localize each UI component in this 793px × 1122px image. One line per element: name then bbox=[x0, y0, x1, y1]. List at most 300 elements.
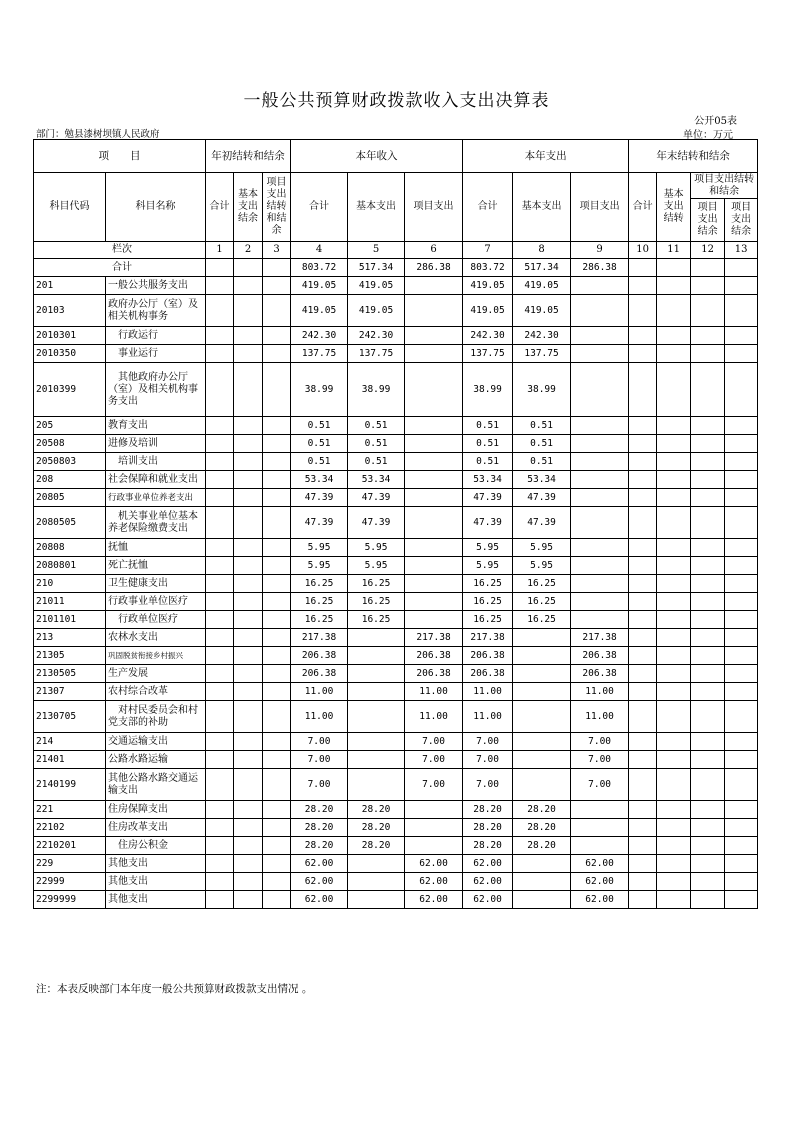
row-expense-basic: 419.05 bbox=[513, 277, 571, 295]
table-row bbox=[34, 363, 758, 417]
empty-cell bbox=[234, 819, 263, 837]
header-income-project: 项目支出 bbox=[405, 173, 463, 242]
empty-cell bbox=[206, 733, 234, 751]
row-expense-basic bbox=[513, 665, 571, 683]
index-cell: 7 bbox=[463, 242, 513, 259]
row-expense-basic bbox=[513, 629, 571, 647]
empty-cell bbox=[206, 701, 234, 733]
table-row bbox=[34, 629, 758, 647]
row-name: 农村综合改革 bbox=[106, 683, 206, 701]
row-expense-project bbox=[571, 837, 629, 855]
row-expense-total: 28.20 bbox=[463, 801, 513, 819]
empty-cell bbox=[234, 453, 263, 471]
row-expense-basic: 0.51 bbox=[513, 453, 571, 471]
row-income-total: 62.00 bbox=[291, 873, 348, 891]
empty-cell bbox=[725, 295, 758, 327]
row-code: 20508 bbox=[34, 435, 106, 453]
empty-cell bbox=[691, 363, 725, 417]
row-expense-project bbox=[571, 471, 629, 489]
budget-table bbox=[33, 139, 758, 909]
row-name: 其他支出 bbox=[106, 891, 206, 909]
row-income-project bbox=[405, 417, 463, 435]
empty-cell bbox=[234, 327, 263, 345]
row-code: 2140199 bbox=[34, 769, 106, 801]
empty-cell bbox=[234, 539, 263, 557]
row-income-total: 0.51 bbox=[291, 417, 348, 435]
row-income-project bbox=[405, 801, 463, 819]
table-row bbox=[34, 665, 758, 683]
row-name: 住房公积金 bbox=[106, 837, 206, 855]
empty-cell bbox=[234, 751, 263, 769]
table-row bbox=[34, 701, 758, 733]
row-expense-project bbox=[571, 363, 629, 417]
row-expense-project: 7.00 bbox=[571, 733, 629, 751]
row-expense-basic: 53.34 bbox=[513, 471, 571, 489]
empty-cell bbox=[725, 557, 758, 575]
row-name: 进修及培训 bbox=[106, 435, 206, 453]
row-expense-project bbox=[571, 489, 629, 507]
row-expense-project bbox=[571, 277, 629, 295]
row-name: 行政单位医疗 bbox=[106, 611, 206, 629]
row-expense-basic bbox=[513, 733, 571, 751]
empty-cell bbox=[206, 593, 234, 611]
row-expense-project: 11.00 bbox=[571, 701, 629, 733]
empty-cell bbox=[725, 891, 758, 909]
empty-cell bbox=[657, 855, 691, 873]
empty-cell bbox=[263, 539, 291, 557]
row-income-project bbox=[405, 575, 463, 593]
row-income-total: 53.34 bbox=[291, 471, 348, 489]
row-income-total: 62.00 bbox=[291, 855, 348, 873]
row-expense-project bbox=[571, 435, 629, 453]
empty-cell bbox=[657, 611, 691, 629]
empty-cell bbox=[657, 471, 691, 489]
row-code: 2080505 bbox=[34, 507, 106, 539]
empty-cell bbox=[263, 629, 291, 647]
row-expense-project bbox=[571, 557, 629, 575]
total-income-basic: 517.34 bbox=[348, 259, 405, 277]
row-income-total: 16.25 bbox=[291, 593, 348, 611]
empty-cell bbox=[629, 363, 657, 417]
table-row bbox=[34, 435, 758, 453]
row-code: 22102 bbox=[34, 819, 106, 837]
department-label: 部门：勉县漆树坝镇人民政府 bbox=[36, 129, 160, 140]
row-income-basic: 28.20 bbox=[348, 837, 405, 855]
row-income-basic bbox=[348, 769, 405, 801]
row-expense-total: 206.38 bbox=[463, 647, 513, 665]
empty-cell bbox=[657, 819, 691, 837]
empty-cell bbox=[691, 295, 725, 327]
empty-cell bbox=[725, 471, 758, 489]
row-expense-project: 206.38 bbox=[571, 647, 629, 665]
row-name: 住房保障支出 bbox=[106, 801, 206, 819]
row-expense-total: 0.51 bbox=[463, 435, 513, 453]
empty-cell bbox=[234, 557, 263, 575]
empty-cell bbox=[234, 683, 263, 701]
empty-cell bbox=[206, 769, 234, 801]
empty-cell bbox=[206, 801, 234, 819]
empty-cell bbox=[657, 873, 691, 891]
footnote: 注：本表反映部门本年度一般公共预算财政拨款支出情况 。 bbox=[36, 983, 313, 995]
empty-cell bbox=[691, 665, 725, 683]
empty-cell bbox=[629, 701, 657, 733]
row-name: 其他公路水路交通运输支出 bbox=[106, 769, 206, 801]
row-income-basic: 5.95 bbox=[348, 557, 405, 575]
row-expense-basic bbox=[513, 701, 571, 733]
empty-cell bbox=[629, 629, 657, 647]
row-expense-total: 62.00 bbox=[463, 891, 513, 909]
row-income-total: 137.75 bbox=[291, 345, 348, 363]
row-expense-basic bbox=[513, 683, 571, 701]
table-row bbox=[34, 575, 758, 593]
empty-cell bbox=[206, 751, 234, 769]
row-income-basic bbox=[348, 701, 405, 733]
empty-cell bbox=[691, 539, 725, 557]
row-expense-basic: 28.20 bbox=[513, 819, 571, 837]
empty-cell bbox=[206, 277, 234, 295]
row-name: 卫生健康支出 bbox=[106, 575, 206, 593]
row-income-basic: 16.25 bbox=[348, 575, 405, 593]
header-end-project-balance: 项目支出结余 bbox=[691, 199, 725, 242]
empty-cell bbox=[629, 435, 657, 453]
empty-cell bbox=[725, 453, 758, 471]
empty-cell bbox=[691, 769, 725, 801]
empty-cell bbox=[725, 751, 758, 769]
empty-cell bbox=[725, 647, 758, 665]
row-code: 213 bbox=[34, 629, 106, 647]
empty-cell bbox=[234, 507, 263, 539]
table-row bbox=[34, 471, 758, 489]
empty-cell bbox=[263, 453, 291, 471]
row-name: 事业运行 bbox=[106, 345, 206, 363]
index-cell: 5 bbox=[348, 242, 405, 259]
empty-cell bbox=[206, 891, 234, 909]
empty-cell bbox=[263, 769, 291, 801]
empty-cell bbox=[725, 819, 758, 837]
empty-cell bbox=[725, 769, 758, 801]
empty-cell bbox=[629, 647, 657, 665]
header-begin-basic: 基本支出结余 bbox=[234, 173, 263, 242]
empty-cell bbox=[263, 277, 291, 295]
row-expense-total: 62.00 bbox=[463, 873, 513, 891]
row-expense-basic: 137.75 bbox=[513, 345, 571, 363]
table-row bbox=[34, 733, 758, 751]
row-expense-total: 16.25 bbox=[463, 611, 513, 629]
empty-cell bbox=[691, 507, 725, 539]
row-code: 20805 bbox=[34, 489, 106, 507]
row-expense-total: 137.75 bbox=[463, 345, 513, 363]
row-expense-project bbox=[571, 539, 629, 557]
table-row bbox=[34, 295, 758, 327]
empty-cell bbox=[234, 489, 263, 507]
table-row bbox=[34, 507, 758, 539]
total-expense-basic: 517.34 bbox=[513, 259, 571, 277]
empty-cell bbox=[725, 575, 758, 593]
row-income-basic: 28.20 bbox=[348, 801, 405, 819]
table-row bbox=[34, 453, 758, 471]
row-expense-project bbox=[571, 295, 629, 327]
empty-cell bbox=[629, 277, 657, 295]
empty-cell bbox=[629, 891, 657, 909]
row-income-total: 217.38 bbox=[291, 629, 348, 647]
row-name: 行政事业单位养老支出 bbox=[106, 489, 206, 507]
row-name: 巩固脱贫衔接乡村振兴 bbox=[106, 647, 206, 665]
empty-cell bbox=[629, 683, 657, 701]
row-expense-total: 47.39 bbox=[463, 507, 513, 539]
empty-cell bbox=[691, 683, 725, 701]
empty-cell bbox=[263, 593, 291, 611]
row-name: 政府办公厅（室）及相关机构事务 bbox=[106, 295, 206, 327]
table-row bbox=[34, 873, 758, 891]
row-name: 机关事业单位基本养老保险缴费支出 bbox=[106, 507, 206, 539]
index-cell: 12 bbox=[691, 242, 725, 259]
row-income-project bbox=[405, 453, 463, 471]
header-income-total: 合计 bbox=[291, 173, 348, 242]
table-row bbox=[34, 489, 758, 507]
empty-cell bbox=[657, 327, 691, 345]
empty-cell bbox=[691, 417, 725, 435]
empty-cell bbox=[657, 453, 691, 471]
empty-cell bbox=[691, 891, 725, 909]
row-income-total: 0.51 bbox=[291, 435, 348, 453]
row-income-total: 7.00 bbox=[291, 733, 348, 751]
empty-cell bbox=[263, 665, 291, 683]
row-code: 20808 bbox=[34, 539, 106, 557]
row-expense-project: 62.00 bbox=[571, 855, 629, 873]
empty-cell bbox=[234, 733, 263, 751]
empty-cell bbox=[691, 751, 725, 769]
empty-cell bbox=[725, 539, 758, 557]
row-code: 21011 bbox=[34, 593, 106, 611]
row-expense-basic: 47.39 bbox=[513, 489, 571, 507]
row-code: 21305 bbox=[34, 647, 106, 665]
empty-cell bbox=[234, 769, 263, 801]
header-end-total: 合计 bbox=[629, 173, 657, 242]
header-begin-project: 项目支出结转和结余 bbox=[263, 173, 291, 242]
row-expense-total: 419.05 bbox=[463, 295, 513, 327]
empty-cell bbox=[206, 345, 234, 363]
row-income-project bbox=[405, 435, 463, 453]
table-row bbox=[34, 837, 758, 855]
empty-cell bbox=[629, 769, 657, 801]
row-expense-total: 7.00 bbox=[463, 751, 513, 769]
empty-cell bbox=[629, 801, 657, 819]
row-income-basic: 0.51 bbox=[348, 417, 405, 435]
row-expense-total: 38.99 bbox=[463, 363, 513, 417]
empty-cell bbox=[725, 665, 758, 683]
header-expense-project: 项目支出 bbox=[571, 173, 629, 242]
row-income-project: 7.00 bbox=[405, 751, 463, 769]
row-expense-basic bbox=[513, 855, 571, 873]
row-income-project: 62.00 bbox=[405, 855, 463, 873]
empty-cell bbox=[725, 593, 758, 611]
row-income-project: 7.00 bbox=[405, 769, 463, 801]
row-expense-project bbox=[571, 801, 629, 819]
empty-cell bbox=[629, 575, 657, 593]
empty-cell bbox=[629, 733, 657, 751]
total-income-project: 286.38 bbox=[405, 259, 463, 277]
row-income-total: 206.38 bbox=[291, 647, 348, 665]
empty-cell bbox=[206, 327, 234, 345]
empty-cell bbox=[263, 873, 291, 891]
empty-cell bbox=[263, 435, 291, 453]
empty-cell bbox=[657, 557, 691, 575]
empty-cell bbox=[234, 701, 263, 733]
row-income-project bbox=[405, 819, 463, 837]
empty-cell bbox=[691, 345, 725, 363]
table-row bbox=[34, 611, 758, 629]
row-expense-basic: 5.95 bbox=[513, 557, 571, 575]
row-income-basic: 419.05 bbox=[348, 277, 405, 295]
row-income-basic bbox=[348, 751, 405, 769]
row-code: 2130505 bbox=[34, 665, 106, 683]
table-row bbox=[34, 345, 758, 363]
row-income-total: 5.95 bbox=[291, 557, 348, 575]
row-code: 214 bbox=[34, 733, 106, 751]
row-income-project bbox=[405, 363, 463, 417]
empty-cell bbox=[234, 801, 263, 819]
empty-cell bbox=[629, 751, 657, 769]
row-income-project bbox=[405, 593, 463, 611]
total-row bbox=[34, 259, 758, 277]
empty-cell bbox=[657, 277, 691, 295]
table-row bbox=[34, 769, 758, 801]
row-income-total: 242.30 bbox=[291, 327, 348, 345]
empty-cell bbox=[629, 471, 657, 489]
row-income-basic: 47.39 bbox=[348, 489, 405, 507]
row-expense-total: 242.30 bbox=[463, 327, 513, 345]
header-begin-total: 合计 bbox=[206, 173, 234, 242]
row-name: 一般公共服务支出 bbox=[106, 277, 206, 295]
header-item: 项 目 bbox=[34, 140, 206, 173]
empty-cell bbox=[234, 435, 263, 453]
row-code: 229 bbox=[34, 855, 106, 873]
empty-cell bbox=[691, 327, 725, 345]
row-income-total: 47.39 bbox=[291, 507, 348, 539]
empty-cell bbox=[657, 647, 691, 665]
row-income-basic bbox=[348, 733, 405, 751]
row-name: 交通运输支出 bbox=[106, 733, 206, 751]
row-income-project: 7.00 bbox=[405, 733, 463, 751]
row-income-project bbox=[405, 837, 463, 855]
empty-cell bbox=[629, 557, 657, 575]
row-name: 其他支出 bbox=[106, 873, 206, 891]
index-cell: 2 bbox=[234, 242, 263, 259]
row-income-basic: 16.25 bbox=[348, 611, 405, 629]
row-code: 2010350 bbox=[34, 345, 106, 363]
row-name: 行政事业单位医疗 bbox=[106, 593, 206, 611]
empty-cell bbox=[691, 575, 725, 593]
row-income-total: 11.00 bbox=[291, 683, 348, 701]
row-income-total: 7.00 bbox=[291, 751, 348, 769]
form-number: 公开05表 bbox=[694, 116, 737, 127]
row-code: 22999 bbox=[34, 873, 106, 891]
empty-cell bbox=[629, 539, 657, 557]
row-name: 农林水支出 bbox=[106, 629, 206, 647]
row-income-basic bbox=[348, 629, 405, 647]
index-cell: 8 bbox=[513, 242, 571, 259]
row-expense-basic: 28.20 bbox=[513, 801, 571, 819]
empty-cell bbox=[657, 837, 691, 855]
empty-cell bbox=[725, 873, 758, 891]
header-end-basic: 基本支出结转 bbox=[657, 173, 691, 242]
empty-cell bbox=[691, 435, 725, 453]
unit-label: 单位：万元 bbox=[683, 130, 733, 141]
row-income-total: 38.99 bbox=[291, 363, 348, 417]
empty-cell bbox=[206, 647, 234, 665]
empty-cell bbox=[725, 435, 758, 453]
row-expense-total: 7.00 bbox=[463, 769, 513, 801]
empty-cell bbox=[725, 701, 758, 733]
empty-cell bbox=[234, 665, 263, 683]
empty-cell bbox=[691, 647, 725, 665]
empty-cell bbox=[691, 801, 725, 819]
index-cell: 13 bbox=[725, 242, 758, 259]
total-income-total: 803.72 bbox=[291, 259, 348, 277]
empty-cell bbox=[657, 593, 691, 611]
row-expense-total: 62.00 bbox=[463, 855, 513, 873]
empty-cell bbox=[725, 683, 758, 701]
empty-cell bbox=[657, 751, 691, 769]
empty-cell bbox=[657, 489, 691, 507]
row-income-basic: 419.05 bbox=[348, 295, 405, 327]
row-code: 2210201 bbox=[34, 837, 106, 855]
row-income-basic bbox=[348, 683, 405, 701]
empty-cell bbox=[263, 701, 291, 733]
row-income-basic: 28.20 bbox=[348, 819, 405, 837]
empty-cell bbox=[629, 855, 657, 873]
empty-cell bbox=[206, 629, 234, 647]
row-expense-basic: 16.25 bbox=[513, 593, 571, 611]
row-expense-project bbox=[571, 611, 629, 629]
empty-cell bbox=[234, 891, 263, 909]
empty-cell bbox=[657, 417, 691, 435]
row-income-project bbox=[405, 327, 463, 345]
row-expense-basic: 38.99 bbox=[513, 363, 571, 417]
row-expense-basic: 47.39 bbox=[513, 507, 571, 539]
row-expense-total: 419.05 bbox=[463, 277, 513, 295]
index-row bbox=[34, 242, 758, 259]
row-name: 住房改革支出 bbox=[106, 819, 206, 837]
total-label: 合计 bbox=[34, 259, 206, 277]
index-cell: 11 bbox=[657, 242, 691, 259]
row-code: 208 bbox=[34, 471, 106, 489]
row-income-project bbox=[405, 611, 463, 629]
row-expense-project bbox=[571, 345, 629, 363]
empty-cell bbox=[263, 363, 291, 417]
empty-cell bbox=[725, 507, 758, 539]
row-income-basic bbox=[348, 647, 405, 665]
empty-cell bbox=[234, 295, 263, 327]
row-name: 对村民委员会和村党支部的补助 bbox=[106, 701, 206, 733]
row-code: 201 bbox=[34, 277, 106, 295]
row-income-project: 62.00 bbox=[405, 873, 463, 891]
table-row bbox=[34, 819, 758, 837]
row-income-project bbox=[405, 557, 463, 575]
row-code: 2050803 bbox=[34, 453, 106, 471]
empty-cell bbox=[691, 733, 725, 751]
table-row bbox=[34, 683, 758, 701]
empty-cell bbox=[725, 363, 758, 417]
empty-cell bbox=[206, 837, 234, 855]
row-code: 2130705 bbox=[34, 701, 106, 733]
empty-cell bbox=[691, 471, 725, 489]
empty-cell bbox=[725, 733, 758, 751]
empty-cell bbox=[234, 345, 263, 363]
empty-cell bbox=[263, 507, 291, 539]
row-expense-total: 28.20 bbox=[463, 819, 513, 837]
empty-cell bbox=[234, 647, 263, 665]
